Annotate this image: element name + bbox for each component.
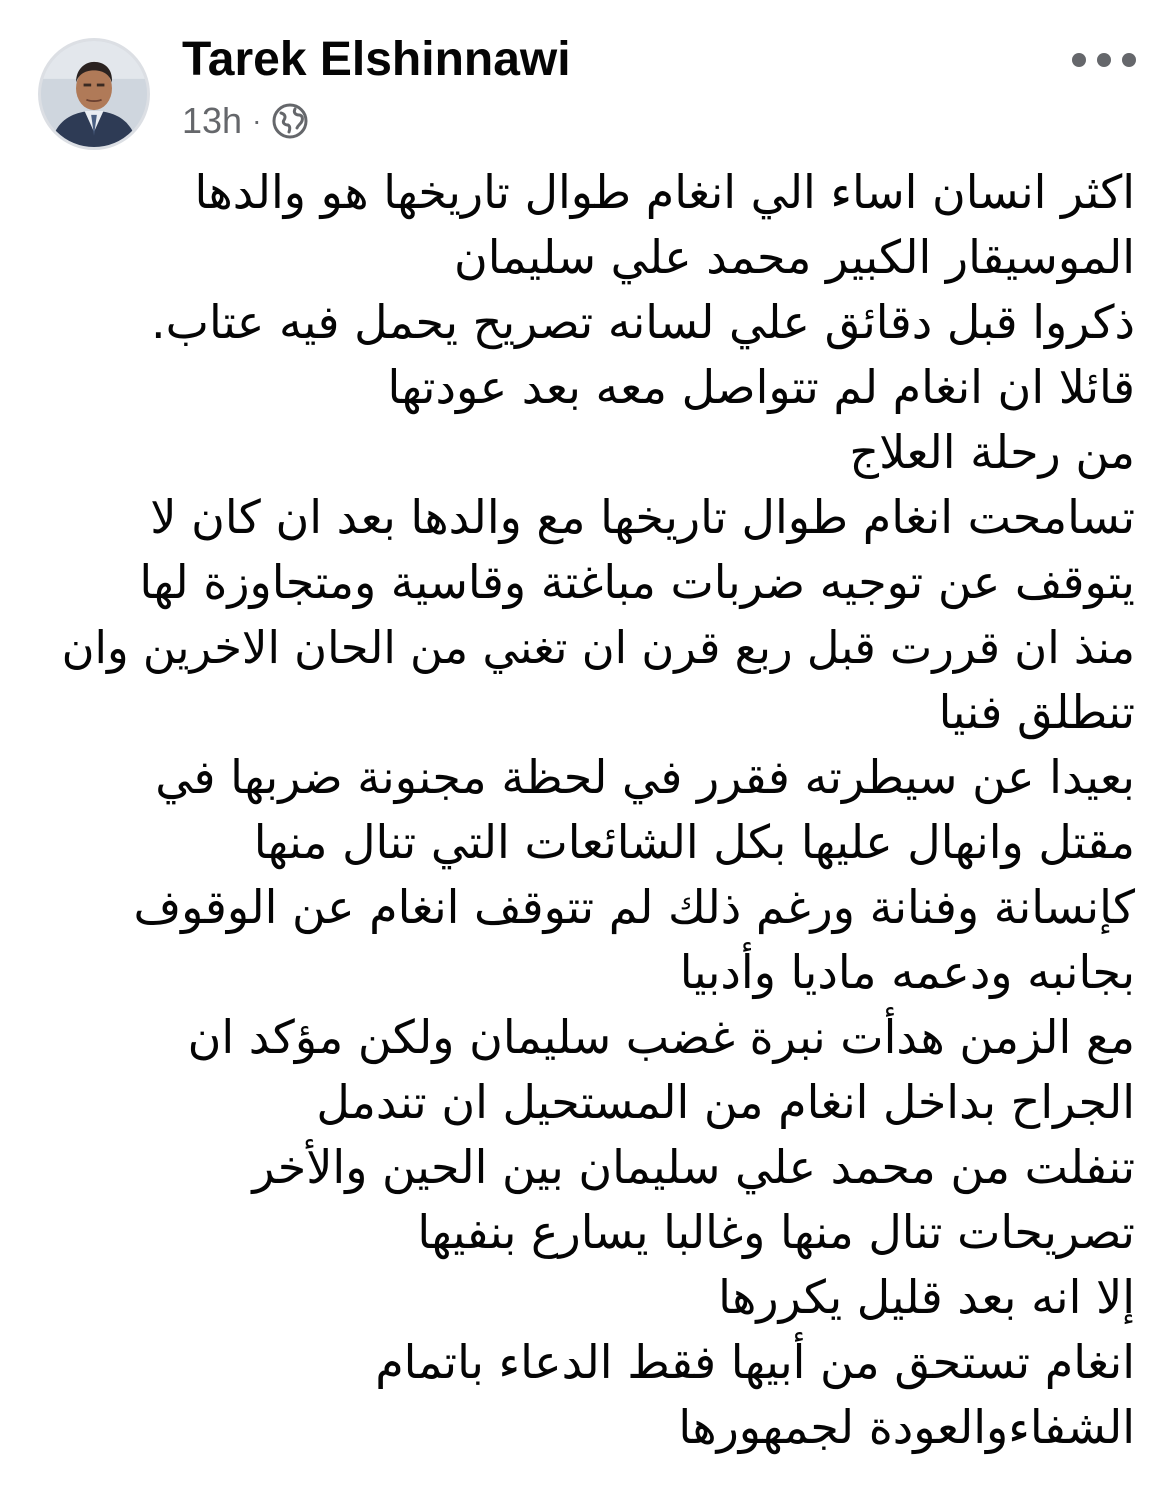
post-text [40,160,1135,1460]
post-time[interactable]: 13h [182,100,243,141]
post-text-line: بجانبه ودعمه ماديا وأدبيا [679,945,1135,999]
avatar[interactable] [38,38,150,150]
avatar-photo [41,41,147,147]
post-text-line: الجراح بداخل انغام من المستحيل ان تندمل [316,1075,1135,1129]
post-text-line: ذكروا قبل دقائق علي لسانه تصريح يحمل فيه عتاب. [151,295,1135,349]
post-text-line: مع الزمن هدأت نبرة غضب سليمان ولكن مؤكد ان [187,1010,1135,1064]
post-text-line: من رحلة العلاج [849,425,1135,479]
author-name[interactable]: Tarek Elshinnawi [182,33,571,86]
globe-icon[interactable] [271,102,309,140]
post-text-line: مقتل وانهال عليها بكل الشائعات التي تنال منها [253,815,1135,869]
post-header [0,0,1170,160]
post-text-line: منذ ان قررت قبل ربع قرن ان تغني من الحان الاخرين وان [61,621,1135,674]
more-options-icon [1122,53,1136,67]
post-text-line: اكثر انسان اساء الي انغام طوال تاريخها هو والدها [194,165,1135,219]
post-text-line: تنفلت من محمد علي سليمان بين الحين والأخر [252,1140,1135,1194]
post-meta [182,96,309,146]
post-text-line: قائلا ان انغام لم تتواصل معه بعد عودتها [387,360,1135,414]
more-options-icon [1072,53,1086,67]
post-text-line: تنطلق فنيا [938,685,1135,739]
post-text-line: إلا انه بعد قليل يكررها [718,1270,1135,1324]
meta-separator: · [252,105,262,136]
post-text-line: انغام تستحق من أبيها فقط الدعاء باتمام [375,1335,1135,1389]
post-text-line: كإنسانة وفنانة ورغم ذلك لم تتوقف انغام عن الوقوف [133,880,1135,934]
post-text-line: يتوقف عن توجيه ضربات مباغتة وقاسية ومتجاوزة لها [139,555,1135,609]
more-options-button[interactable] [1072,44,1136,76]
more-options-icon [1097,53,1111,67]
post-text-line: الموسيقار الكبير محمد علي سليمان [453,230,1135,284]
post-text-line: الشفاءوالعودة لجمهورها [678,1400,1135,1454]
post-text-line: بعيدا عن سيطرته فقرر في لحظة مجنونة ضربها في [155,750,1135,804]
post-text-line: تسامحت انغام طوال تاريخها مع والدها بعد ان كان لا [150,490,1135,544]
post-text-line: تصريحات تنال منها وغالبا يسارع بنفيها [417,1205,1135,1259]
